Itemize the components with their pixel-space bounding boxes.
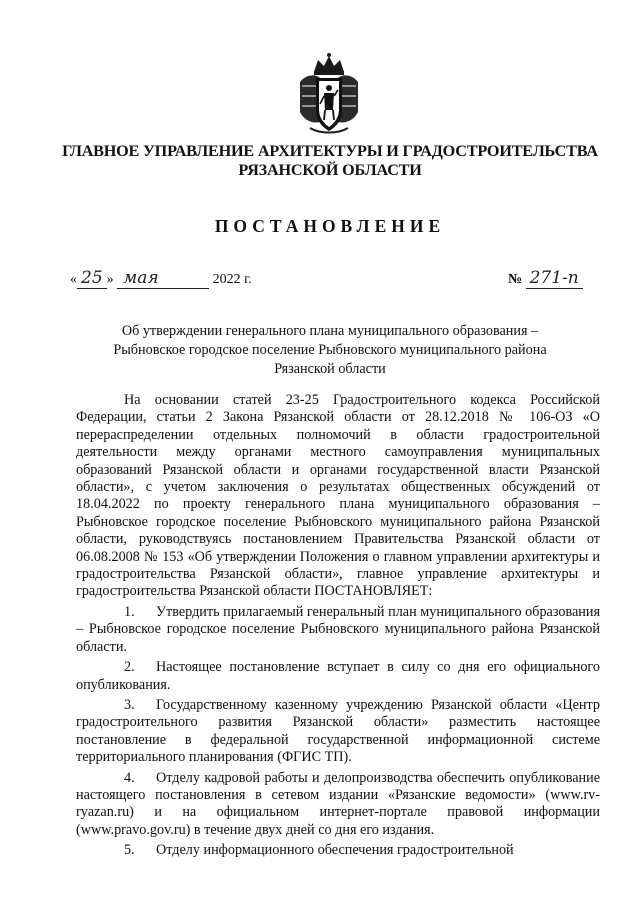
date-month-handwritten: мая — [117, 268, 209, 289]
item-number: 2. — [124, 659, 135, 676]
date-year: 2022 г. — [212, 272, 252, 287]
organization-name-line1: ГЛАВНОЕ УПРАВЛЕНИЕ АРХИТЕКТУРЫ И ГРАДОСТРОИТЕЛЬСТВА — [62, 142, 598, 160]
title-line: Рыбновское городское поселение Рыбновского муниципального района — [113, 342, 547, 358]
title-line: Об утверждении генерального плана муниципального образования – — [121, 323, 539, 339]
document-date — [70, 268, 252, 289]
item-text: Настоящее постановление вступает в силу со дня его официального опубликования. — [76, 659, 600, 693]
document-body — [76, 392, 600, 860]
document-number — [508, 268, 583, 288]
item-paragraph — [76, 697, 600, 767]
item-paragraph — [76, 604, 600, 656]
item-text: Отделу кадровой работы и делопроизводства обеспечить опубликование настоящего постановления в сетевом издании «Рязанские ведомости» (www.rv-ryazan.ru) и на официальном интернет-портале правовой информации (www.pravo.gov.ru) в течение двух дней со дня его издания. — [76, 769, 600, 838]
item-number: 1. — [124, 603, 135, 620]
number-sign: № — [508, 272, 523, 287]
item-paragraph — [76, 770, 600, 840]
date-quote-close: » — [106, 272, 114, 287]
number-handwritten: 271-п — [526, 268, 583, 289]
item-paragraph — [76, 842, 600, 859]
item-text: Утвердить прилагаемый генеральный план муниципального образования – Рыбновское городское поселение Рыбновского муниципального района Рязанской области. — [76, 603, 600, 655]
item-number: 3. — [124, 696, 135, 713]
item-paragraph — [76, 659, 600, 694]
date-quote-open: « — [70, 272, 77, 287]
document-title — [75, 322, 585, 379]
title-line: Рязанской области — [274, 361, 386, 377]
organization-name-line2: РЯЗАНСКОЙ ОБЛАСТИ — [238, 161, 422, 179]
document-type-heading: ПОСТАНОВЛЕНИЕ — [214, 216, 446, 236]
ryazan-coat-of-arms-emblem — [296, 52, 362, 136]
date-day-handwritten: 25 — [77, 268, 107, 289]
item-number: 5. — [124, 842, 135, 859]
item-number: 4. — [124, 769, 135, 786]
preamble-paragraph: На основании статей 23-25 Градостроительного кодекса Российской Федерации, статьи 2 Закона Рязанской области от 28.12.2018 № 106-ОЗ «О перераспределении отдельных полномочий в области градостроительной деятельности между органами местного самоуправления муниципальных образований Рязанской области и органами государственной власти Рязанской области», с учетом заключения о результатах общественных обсуждений от 18.04.2022 по проекту генерального плана муниципального образования – Рыбновское городское поселение Рыбновского муниципального района Рязанской области, руководствуясь постановлением Правительства Рязанской области от 06.08.2008 № 153 «Об утверждении Положения о главном управлении архитектуры и градостроительства Рязанской области», главное управление архитектуры и градостроительства Рязанской области ПОСТАНОВЛЯЕТ: — [76, 392, 600, 600]
item-text: Государственному казенному учреждению Рязанской области «Центр градостроительного развития Рязанской области» разместить настоящее постановление в федеральной государственной информационной системе территориального планирования (ФГИС ТП). — [76, 696, 600, 766]
item-text: Отделу информационного обеспечения градостроительной — [156, 842, 514, 859]
